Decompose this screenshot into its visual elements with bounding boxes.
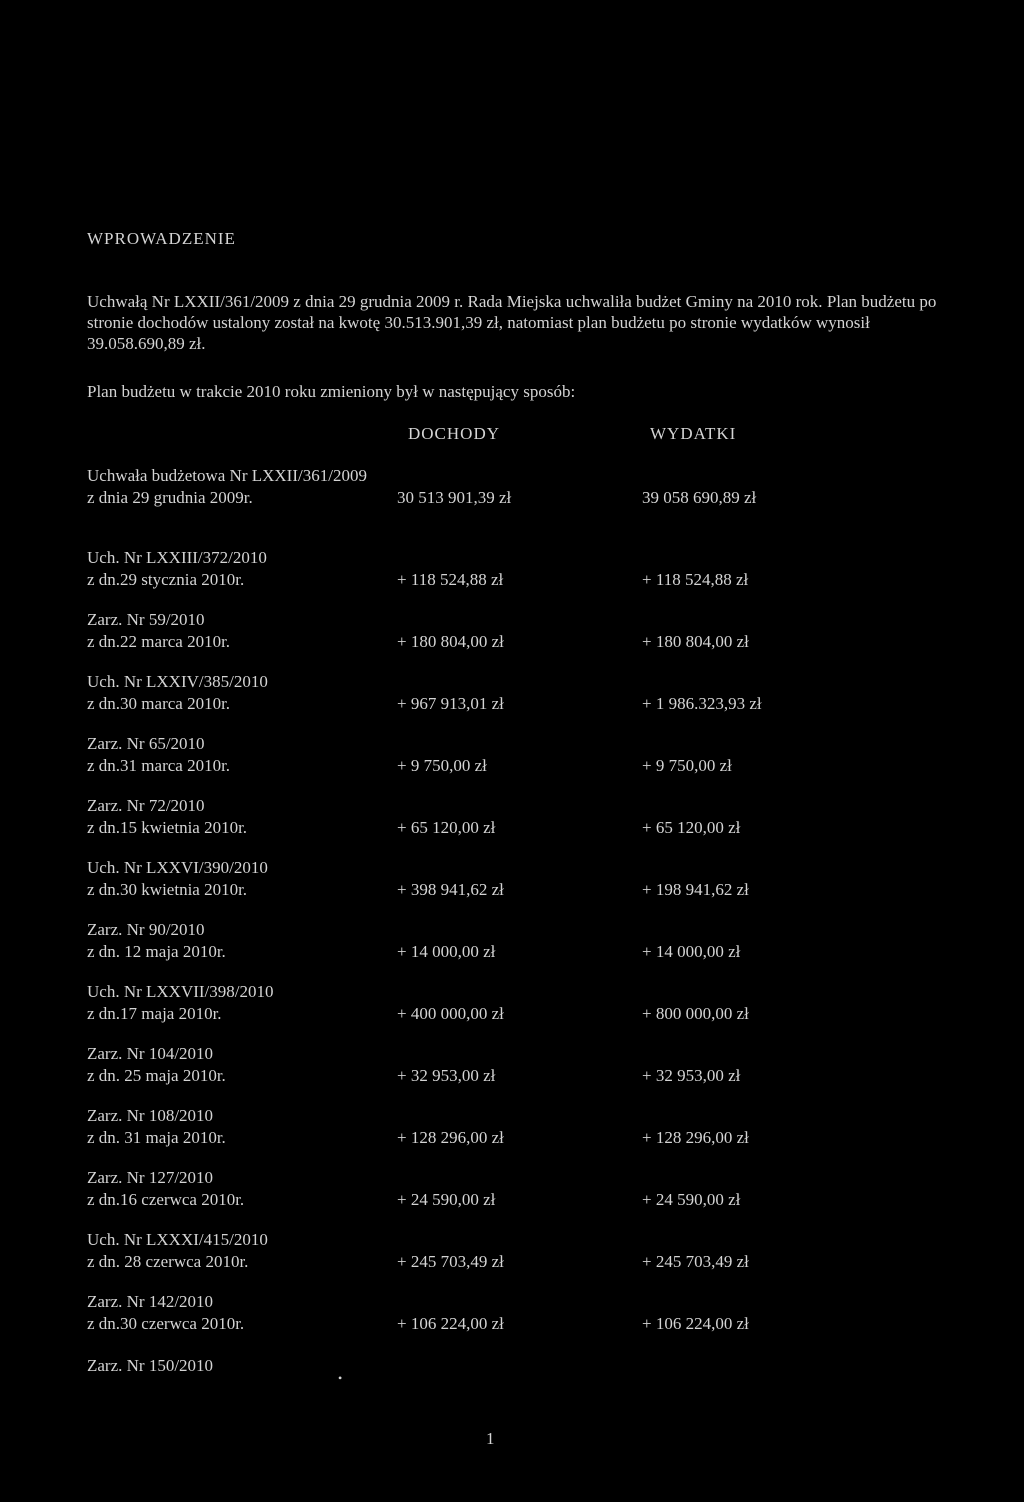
row-reference: Zarz. Nr 90/2010 [87,920,205,939]
row-income: + 118 524,88 zł [397,570,504,589]
page-heading: WPROWADZENIE [87,229,236,248]
row-reference: Uch. Nr LXXIV/385/2010 [87,672,268,691]
row-income: 30 513 901,39 zł [397,488,512,507]
amendment-row [87,1229,807,1273]
row-income: + 398 941,62 zł [397,880,504,899]
row-income: + 128 296,00 zł [397,1128,504,1147]
row-reference: Zarz. Nr 59/2010 [87,610,205,629]
row-reference: Zarz. Nr 108/2010 [87,1106,214,1125]
intro-line-2: Plan budżetu po stronie dochodów ustalony został na kwotę 30.513.901,39 zł, natomiast plan budżetu po stronie wydatków wynosił 39.058.690,89 zł. [87,292,937,353]
row-expense: + 245 703,49 zł [642,1252,749,1271]
row-expense: + 1 986.323,93 zł [642,694,762,713]
amendment-row [87,857,807,901]
amendment-row [87,1043,807,1087]
row-expense: + 198 941,62 zł [642,880,749,899]
row-reference: Zarz. Nr 104/2010 [87,1044,214,1063]
row-expense: + 800 000,00 zł [642,1004,749,1023]
row-expense: + 128 296,00 zł [642,1128,749,1147]
amendment-row [87,1291,807,1335]
row-reference: Uch. Nr LXXVII/398/2010 [87,982,274,1001]
row-expense: + 180 804,00 zł [642,632,749,651]
intro-paragraph [87,291,937,354]
amendment-row [87,981,807,1025]
row-expense: + 106 224,00 zł [642,1314,749,1333]
row-income: + 180 804,00 zł [397,632,504,651]
row-expense: + 9 750,00 zł [642,756,732,775]
row-expense: + 118 524,88 zł [642,570,749,589]
row-income: + 24 590,00 zł [397,1190,496,1209]
row-income: + 400 000,00 zł [397,1004,504,1023]
row-reference: Uch. Nr LXXVI/390/2010 [87,858,268,877]
income-column-header: DOCHODY [408,424,500,443]
row-date: z dn.30 kwietnia 2010r. [87,880,248,899]
row-date: z dn. 25 maja 2010r. [87,1066,226,1085]
row-expense: + 65 120,00 zł [642,818,741,837]
trailing-reference: Zarz. Nr 150/2010 [87,1356,214,1375]
row-reference: Zarz. Nr 72/2010 [87,796,205,815]
row-income: + 967 913,01 zł [397,694,504,713]
amendment-row [87,609,807,653]
row-reference: Uch. Nr LXXIII/372/2010 [87,548,267,567]
row-date: z dn. 31 maja 2010r. [87,1128,226,1147]
row-date: z dn.31 marca 2010r. [87,756,231,775]
row-date: z dn. 28 czerwca 2010r. [87,1252,249,1271]
row-expense: + 14 000,00 zł [642,942,741,961]
row-income: + 14 000,00 zł [397,942,496,961]
amendment-row [87,919,807,963]
amendment-row [87,795,807,839]
row-reference: Zarz. Nr 142/2010 [87,1292,214,1311]
row-income: + 245 703,49 zł [397,1252,504,1271]
row-date: z dn.22 marca 2010r. [87,632,231,651]
row-date: z dn.30 marca 2010r. [87,694,231,713]
amendment-row [87,1167,807,1211]
row-income: + 106 224,00 zł [397,1314,504,1333]
base-budget-row [87,465,807,509]
row-date: z dn.17 maja 2010r. [87,1004,222,1023]
row-income: + 65 120,00 zł [397,818,496,837]
row-date: z dnia 29 grudnia 2009r. [87,488,253,507]
row-income: + 32 953,00 zł [397,1066,496,1085]
row-expense: + 24 590,00 zł [642,1190,741,1209]
row-income: + 9 750,00 zł [397,756,487,775]
row-reference: Uch. Nr LXXXI/415/2010 [87,1230,268,1249]
row-reference: Zarz. Nr 65/2010 [87,734,205,753]
row-date: z dn.30 czerwca 2010r. [87,1314,245,1333]
intro-line-1: Uchwałą Nr LXXII/361/2009 z dnia 29 grudnia 2009 r. Rada Miejska uchwaliła budżet Gminy na 2010 rok. [87,292,823,311]
amendment-row [87,733,807,777]
row-date: z dn.15 kwietnia 2010r. [87,818,248,837]
stray-dot: • [338,1371,343,1385]
row-expense: + 32 953,00 zł [642,1066,741,1085]
page-number: 1 [486,1429,495,1448]
row-date: z dn. 12 maja 2010r. [87,942,226,961]
row-reference: Uchwała budżetowa Nr LXXII/361/2009 [87,466,367,485]
row-date: z dn.29 stycznia 2010r. [87,570,245,589]
expense-column-header: WYDATKI [650,424,737,443]
row-date: z dn.16 czerwca 2010r. [87,1190,245,1209]
amendment-row [87,671,807,715]
row-expense: 39 058 690,89 zł [642,488,757,507]
amendment-row [87,547,807,591]
row-reference: Zarz. Nr 127/2010 [87,1168,214,1187]
intro-change-note: Plan budżetu w trakcie 2010 roku zmieniony był w następujący sposób: [87,382,576,401]
amendment-row [87,1105,807,1149]
